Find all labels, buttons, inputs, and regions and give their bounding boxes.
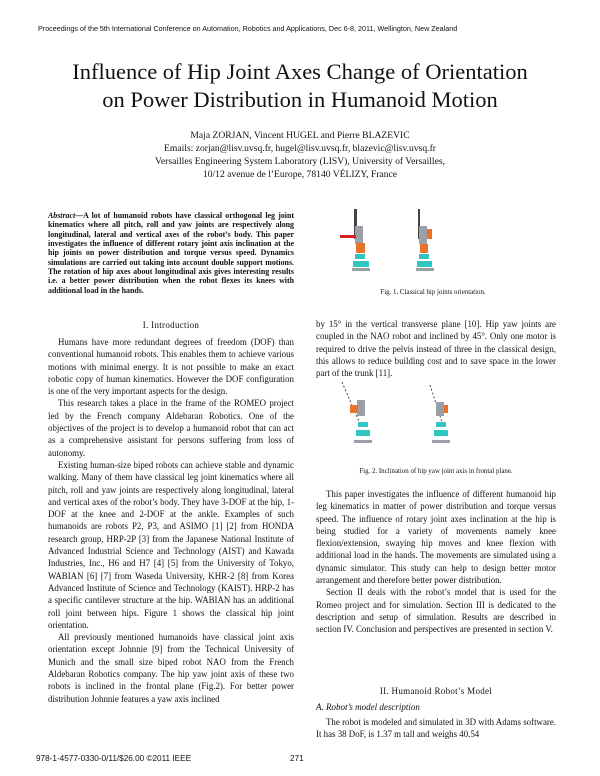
title-line-2: on Power Distribution in Humanoid Motion [102, 87, 498, 112]
section-1-heading: I. Introduction [142, 320, 200, 330]
fig1-foot-2 [416, 268, 434, 271]
proceedings-header: Proceedings of the 5th International Conference on Automation, Robotics and Applications, Dec 6-8, 2011, Wellington, New Zealand [38, 24, 458, 33]
figure-2-caption: Fig. 2. Inclination of hip yaw joint axis in frontal plane. [359, 468, 513, 475]
fig1-orange-joint-2 [420, 244, 428, 253]
fig1-hip-block [355, 226, 363, 244]
fig2-orange-side [444, 405, 448, 413]
right-paragraph-3: Section II deals with the robot’s model that is used for the Romeo project and for simulation. Section III is dedicated to the description and setup of simulation. Results are described in section IV. Conclusion and perspectives are presented in section V. [316, 587, 556, 635]
right-column-last [316, 716, 556, 741]
fig2-cyan-joint-4 [434, 430, 448, 436]
abstract [48, 211, 294, 295]
abstract-label: Abstract [48, 211, 76, 220]
intro-paragraph-4: All previously mentioned humanoids have classical joint axis orientation except Johnnie [9] from the Technical University of Munich and the small size biped robot NAO from the French Aldebaran Robotics company. The hip yaw joint axis of these two robots is inclined in the frontal plane (Fig.2). For better power distribution Johnnie features a yaw axis inclined [48, 632, 294, 704]
fig2-hip-block-2 [436, 402, 444, 416]
figure-1 [318, 206, 548, 280]
right-paragraph-4: The robot is modeled and simulated in 3D with Adams software. It has 38 DoF, is 1.37 m tall and weighs 40.54 [316, 717, 556, 740]
fig2-hip-block [357, 400, 365, 416]
fig2-cyan-joint-2 [356, 430, 370, 436]
fig1-red-axis [340, 235, 356, 238]
intro-paragraph-2: This research takes a place in the frame of the ROMEO project led by the French company Aldebaran Robotics. One of the objectives of the project is to develop a humanoid robot that can act as a comprehensive assistant for persons suffering from loss of autonomy. [48, 398, 294, 458]
subsection-a-heading: A. Robot’s model description [316, 702, 420, 712]
right-column-bottom [316, 488, 556, 636]
fig1-foot [352, 268, 370, 271]
fig2-cyan-joint [358, 422, 368, 427]
section-2-heading: II. Humanoid Robot’s Model [379, 686, 493, 696]
fig1-hip-block-2 [419, 226, 427, 244]
fig1-cyan-joint [355, 254, 365, 259]
footer-page-number: 271 [290, 754, 304, 763]
footer-isbn: 978-1-4577-0330-0/11/$26.00 ©2011 IEEE [36, 754, 192, 763]
fig1-cyan-joint-2 [353, 261, 369, 267]
fig1-cyan-joint-3 [419, 254, 429, 259]
fig2-orange-joint [350, 405, 358, 413]
intro-paragraph-1: Humans have more redundant degrees of freedom (DOF) than conventional humanoid robots. This enables them to achieve various motions with minimal energy. It is not possible to make an exact robotic copy of human kinematics. However the DOF configuration is one of the very important aspects for the design. [48, 337, 294, 397]
paper-title [0, 58, 600, 114]
title-line-1: Influence of Hip Joint Axes Change of Orientation [72, 59, 528, 84]
fig1-cyan-joint-4 [417, 261, 432, 267]
fig1-orange-side [427, 229, 432, 239]
authors: Maja ZORJAN, Vincent HUGEL and Pierre BLAZEVIC [190, 130, 410, 141]
figure-1-drawing [318, 206, 548, 280]
fig2-cyan-joint-3 [436, 422, 446, 427]
figure-1-caption: Fig. 1. Classical hip joints orientation. [380, 289, 486, 296]
abstract-text: —A lot of humanoid robots have classical orthogonal leg joint kinematics where all pitch, roll and yaw joints are respectively along longitudinal, lateral and vertical axes of the robot’s body. This paper investigates the influence of different rotary joint axis inclination at the hip joints on power distribution and torque versus speed. Dynamics simulations are carried out taking into account double support motions. The rotation of hip axes about longitudinal axis gives interesting results i.e. a better power distribution when the robot flexes its knees with additional load in the hands. [48, 211, 294, 295]
fig1-orange-joint [356, 243, 365, 253]
affiliation: Versailles Engineering System Laboratory (LISV), University of Versailles, [155, 156, 445, 167]
fig2-foot-2 [432, 440, 450, 443]
emails: Emails: zorjan@lisv.uvsq.fr, hugel@lisv.uvsq.fr, blazevic@lisv.uvsq.fr [164, 143, 436, 154]
right-paragraph-1: by 15° in the vertical transverse plane [10]. Hip yaw joints are coupled in the NAO robot and inclined by 45°. Only one motor is required to drive the pelvis instead of three in the classical design, this allows to reduce building cost and to save space in the lower part of the trunk [11]. [316, 319, 556, 379]
figure-2-drawing [330, 382, 540, 452]
right-column-top [316, 318, 556, 379]
intro-paragraph-3: Existing human-size biped robots can achieve stable and dynamic walking. Many of them have classical leg joint kinematics where all pitch, roll and yaw joints are respectively along longitudinal, lateral and vertical axes of the robot’s body. They have 3-DOF at the hip, 1-DOF at the knee and 2-DOF at the ankle. Examples of such humanoids are robots P2, P3, and ASIMO [1] [2] from HONDA research group, HRP-2P [3] from the Japanese National Institute of Advanced Industrial Science and Technology (AIST) and Kawada Industries, Inc., H6 and H7 [4] [5] from the University of Tokyo, WABIAN [6] [7] from Waseda University, KHR-2 [8] from Korea Advanced Institute of Science and Technology (KAIST). HRP-2 has a specific cantilever structure at the hip. WABIAN has an additional roll joint between hips. Figure 1 shows the classical hip joint orientation. [48, 459, 294, 630]
fig2-foot [354, 440, 372, 443]
left-column [48, 336, 294, 705]
right-paragraph-2: This paper investigates the influence of different humanoid hip leg kinematics in matter of power distribution and torque versus speed. The influence of rotary joint axes inclination at the hip is being studied for a variety of movements namely knee flexion/extension, swaying hip moves and knee flexion with additional load in the hands. The movements are simulated using a dynamic simulator. This study can help to design better motor arrangement and therefore better power distribution. [316, 489, 556, 586]
address: 10/12 avenue de l’Europe, 78140 VÉLIZY, France [202, 169, 398, 180]
figure-2 [330, 382, 540, 452]
